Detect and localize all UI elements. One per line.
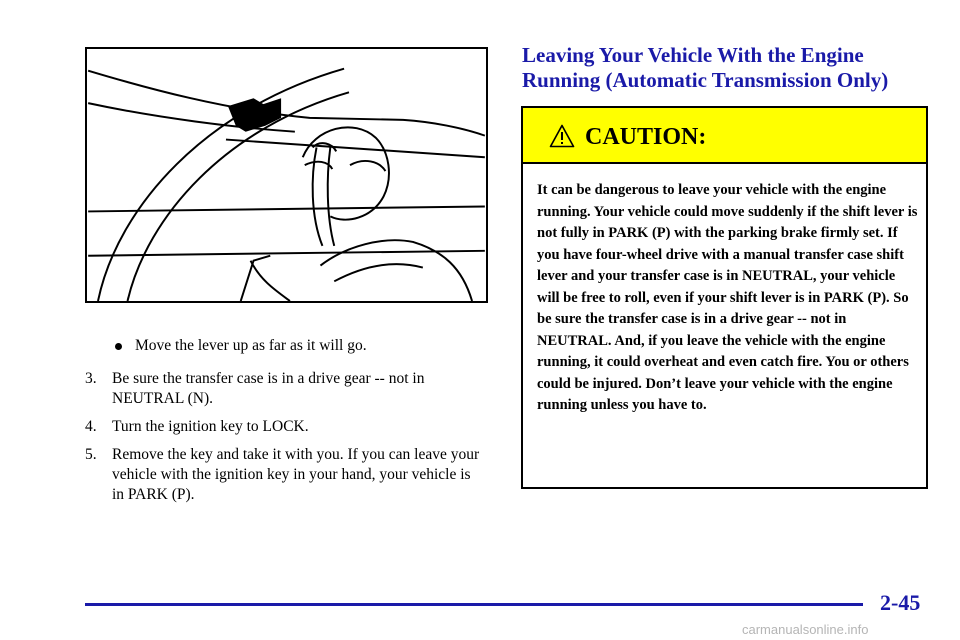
step-text: Be sure the transfer case is in a drive gear -- not in NEUTRAL (N). [112,370,425,407]
step-text: Turn the ignition key to LOCK. [112,418,309,435]
page-number: 2-45 [880,590,921,615]
bullet-icon [115,343,122,350]
hand-on-shift-lever-drawing [87,49,486,301]
step-item [85,369,485,409]
step-number: 3. [85,370,97,387]
bullet-item [85,336,485,356]
caution-header [523,108,926,164]
caution-label: CAUTION: [585,124,707,150]
step-item [85,445,485,505]
watermark: carmanualsonline.info [742,622,869,637]
footer-rule [85,603,863,606]
left-column-text [85,336,485,513]
step-number: 5. [85,446,97,463]
step-item [85,417,485,437]
step-text: Remove the key and take it with you. If you can leave your vehicle with the ignition key in your hand, your vehicle is in PARK (P). [112,446,480,503]
caution-box [521,106,928,489]
shift-lever-illustration [85,47,488,303]
warning-triangle-icon [549,124,575,148]
section-title: Leaving Your Vehicle With the Engine Running (Automatic Transmission Only) [522,43,889,92]
caution-text: It can be dangerous to leave your vehicle with the engine running. Your vehicle could move suddenly if the shift lever is not fully in PARK (P) with the parking brake firmly set. If you have four-wheel drive with a manual transfer case shift lever and your transfer case is in NEUTRAL, your vehicle will be free to roll, even if your shift lever is in PARK (P). So be sure the transfer case is in a drive gear -- not in NEUTRAL. And, if you leave the vehicle with the engine running, it could overheat and even catch fire. You or others could be injured. Don’t leave your vehicle with the engine running unless you have to. [537,182,918,413]
step-number: 4. [85,418,97,435]
bullet-text: Move the lever up as far as it will go. [135,337,367,354]
